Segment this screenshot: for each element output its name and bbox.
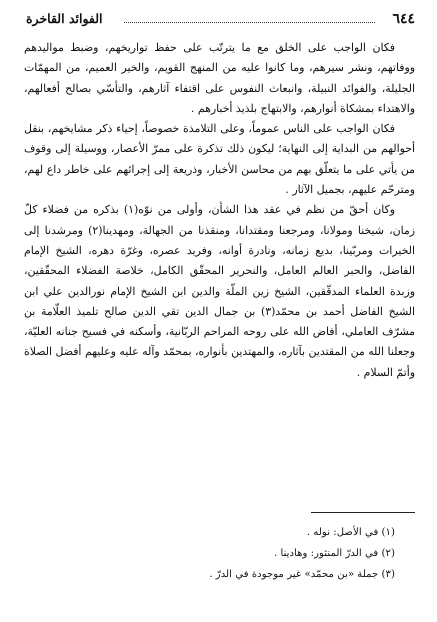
footnote: (١) في الأصل: نوله . — [306, 527, 395, 538]
page-number: ٦٤٤ — [392, 11, 415, 27]
paragraph: وكان أحقّ من نظم في عقد هذا الشأن، وأولى من نوّه(١) بذكره من فضلاء كلّ زمان، شيخنا ومولانا، ومرجعنا ومقتدانا، ومنقذنا من الجهالة، ومهدينا(٢) ومرشدنا إلى الخيرات ومربّينا، بديع زمانه، ونادرة أوانه، وفريد عصره، وغرّة دهره، الشيخ الإمام الفاضل، والحبر العالم العامل، والنحرير المحقّق الكامل، خلاصة الفضلاء المحقّقين، وزبدة العلماء المدقّقين، الشيخ زين الملّة والدين ابن الشيخ الإمام نورالدين علي ابن الشيخ الفاضل أحمد بن محمّد(٣) بن جمال الدين تقي الدين صالح تلميذ العلّامة بن مشرّف العاملي، أفاض الله على روحه المراحم الربّانية، وأسكنه في فسيح جنانه العليّة، وجعلنا الله من المقتدين بآثاره، والمهتدين بأنواره، بمحمّد وآله عليه وعليهم أفضل الصلاة وأتمّ السلام . — [24, 203, 416, 379]
header-dot-leader — [124, 22, 375, 23]
book-title: الفوائد القاخرة — [26, 11, 103, 26]
main-text — [24, 38, 415, 383]
paragraph: فكان الواجب على الناس عموماً، وعلى التلامذة خصوصاً، إحياء ذكر مشايخهم، بنقل أحوالهم من البداية إلى النهاية؛ ليكون ذلك تذكرة على ممرّ الأعصار، ووسيلة إلى وقوف من يأتي على ما يتعلّق بهم من محاسن الأخبار، وذريعة إلى إجرائهم على خاطر داع لهم، ومترحّم عليهم، بجميل الآثار . — [24, 122, 415, 197]
footnote-separator — [311, 512, 415, 513]
paragraph: فكان الواجب على الخلق مع ما يترتّب على حفظ تواريخهم، وضبط مواليدهم ووفاتهم، ونشر سيرهم، وما كانوا عليه من المنهج القويم، والخير العميم، من المهمّات الجليلة، والفوائد النبيلة، وانبعاث النفوس على اقتفاء آثارهم، والتأسّي بصالح أفعالهم، والاهتداء بمشكاة أنوارهم، والابتهاج بلذيذ أخبارهم . — [24, 41, 415, 115]
running-head — [26, 9, 415, 31]
footnote: (٢) في الدرّ المنثور: وهادينا . — [274, 548, 395, 559]
footnote: (٣) جملة «بن محمّد» غير موجودة في الدرّ . — [209, 569, 395, 580]
footnotes — [24, 522, 395, 585]
